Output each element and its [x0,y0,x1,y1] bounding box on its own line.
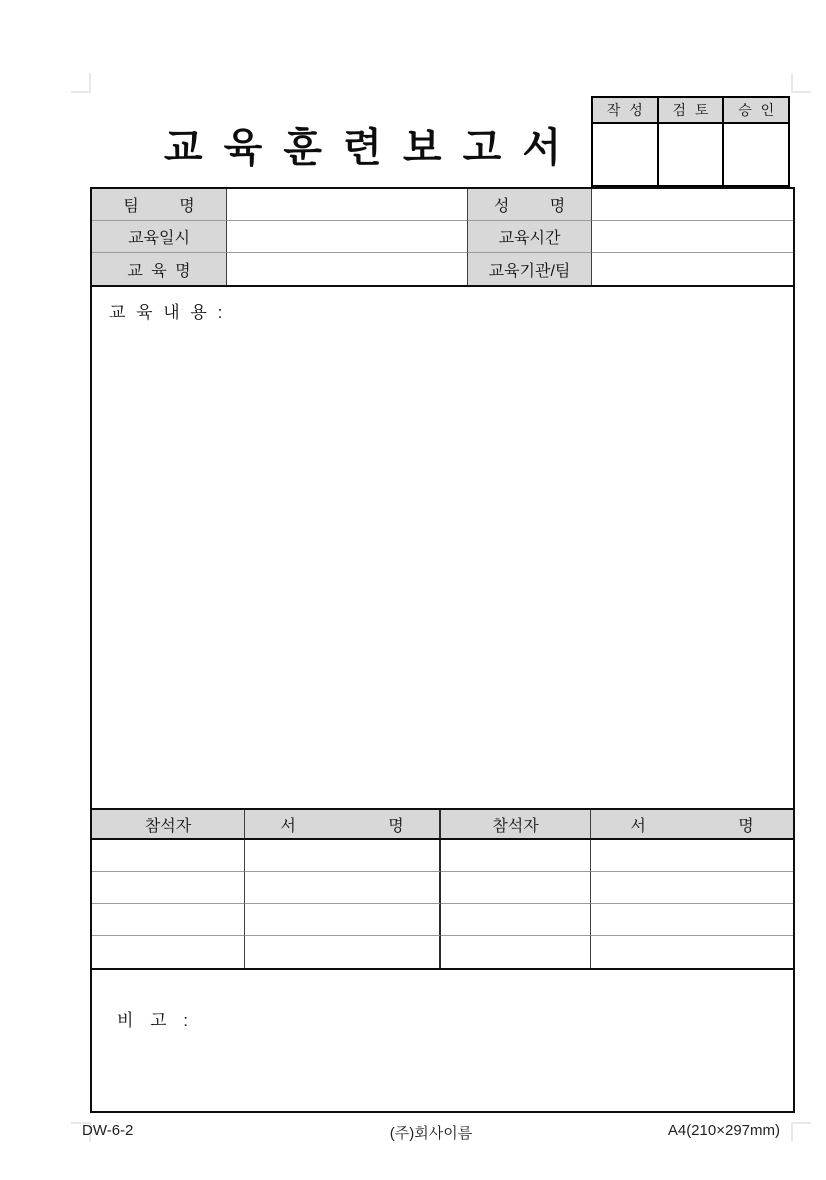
attendee-cell[interactable] [245,840,441,872]
attendee-cell[interactable] [92,872,245,904]
attendee-cell[interactable] [591,904,793,936]
attendee-header-row [92,810,793,840]
approval-sign-cell-review[interactable] [659,124,725,185]
approval-header-row [593,98,788,124]
remarks-area[interactable] [92,970,793,1111]
approval-header-review: 검 토 [659,98,725,122]
approval-signature-row [593,124,788,185]
attendee-cell[interactable] [245,904,441,936]
corner-mark-top-left [71,73,91,93]
approval-sign-cell-prepare[interactable] [593,124,659,185]
page-title: 교 육 훈 련 보 고 서 [163,126,567,170]
attendee-header-name-2: 참석자 [441,810,591,838]
page-footer [82,1122,780,1144]
corner-mark-top-right [791,73,811,93]
field-person-name[interactable] [592,189,793,221]
label-training-date: 교육일시 [92,221,227,253]
report-table [90,187,795,1113]
label-training-title: 교 육 명 [92,253,227,285]
field-training-date[interactable] [227,221,468,253]
approval-header-prepare: 작 성 [593,98,659,122]
label-training-hours: 교육시간 [468,221,592,253]
attendee-cell[interactable] [245,936,441,968]
attendee-cell[interactable] [591,840,793,872]
training-content-label: 교 육 내 용 : [109,303,223,322]
footer-company: (주)회사이름 [389,1125,473,1142]
label-training-org: 교육기관/팀 [468,253,592,285]
attendee-cell[interactable] [245,872,441,904]
attendee-cell[interactable] [92,840,245,872]
attendee-header-signature-2: 서 명 [630,817,754,835]
field-training-hours[interactable] [592,221,793,253]
label-person-name: 성 명 [468,189,592,221]
approval-header-approve: 승 인 [738,102,775,118]
field-team-name[interactable] [227,189,468,221]
attendee-cell[interactable] [591,936,793,968]
info-grid [92,189,793,287]
training-content-area[interactable] [92,287,793,810]
field-training-title[interactable] [227,253,468,285]
remarks-label: 비 고 : [117,1011,189,1030]
attendee-rows [92,840,793,970]
attendee-cell[interactable] [92,936,245,968]
attendee-header-name-1: 참석자 [92,810,245,838]
attendee-header-signature-1: 서 명 [245,810,441,838]
attendee-cell[interactable] [441,936,591,968]
approval-box [591,96,790,187]
attendee-cell[interactable] [441,840,591,872]
attendee-cell[interactable] [441,904,591,936]
approval-sign-cell-approve[interactable] [724,124,788,185]
corner-mark-bottom-right [791,1122,811,1142]
field-training-org[interactable] [592,253,793,285]
label-team-name: 팀 명 [92,189,227,221]
attendee-cell[interactable] [92,904,245,936]
attendee-cell[interactable] [591,872,793,904]
footer-paper-size: A4(210×297mm) [667,1122,780,1139]
attendee-cell[interactable] [441,872,591,904]
footer-doc-number: DW-6-2 [82,1122,134,1139]
